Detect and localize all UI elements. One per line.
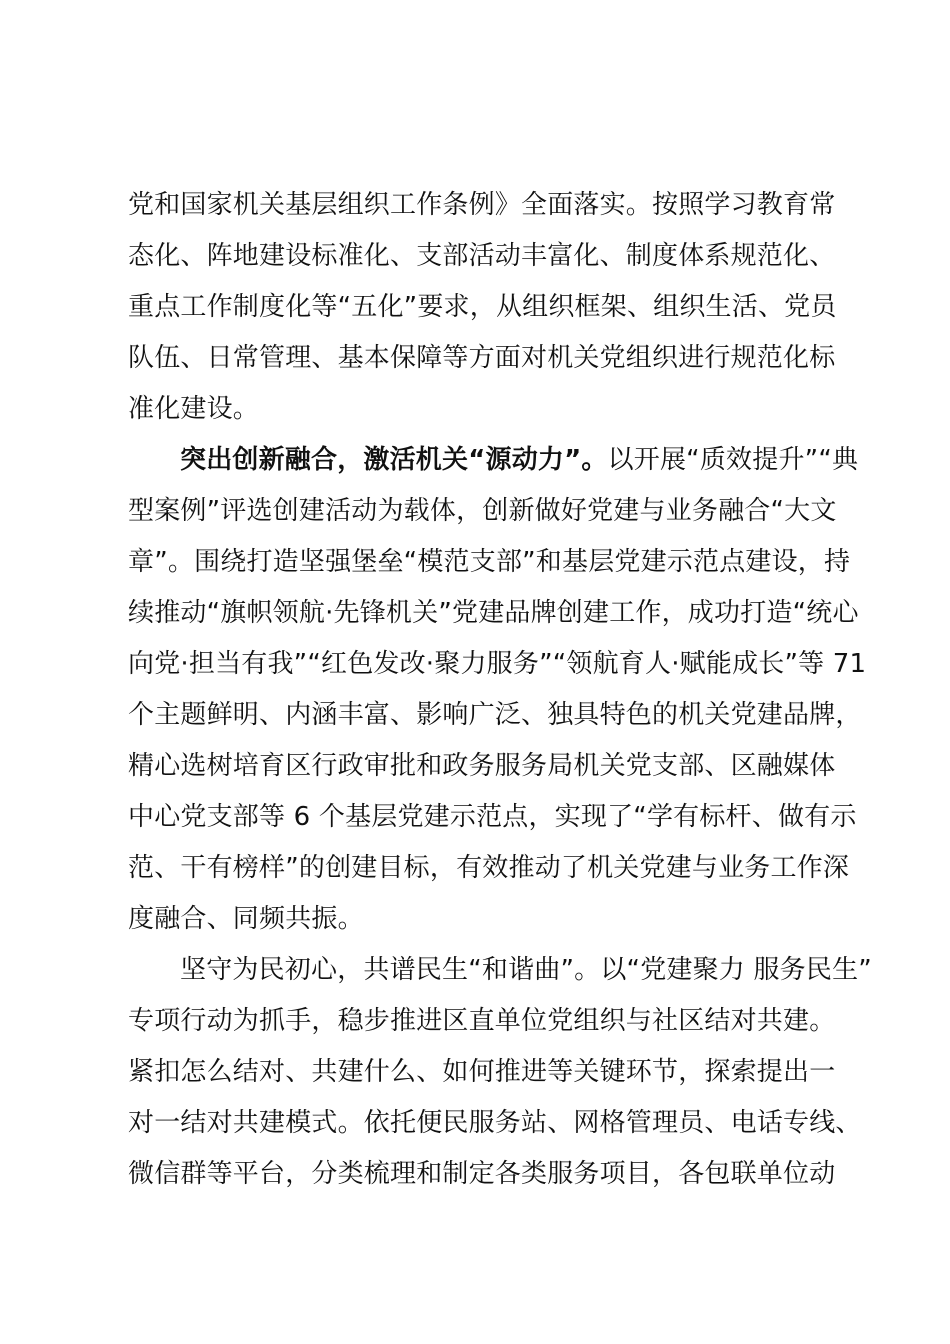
text-line: 范、干有榜样”的创建目标，有效推动了机关党建与业务工作深: [128, 853, 850, 883]
text-line: 队伍、日常管理、基本保障等方面对机关党组织进行规范化标: [128, 343, 836, 373]
text-line: 精心选树培育区行政审批和政务服务局机关党支部、区融媒体: [128, 751, 836, 781]
paragraph-text: 以开展“质效提升”“典: [607, 445, 859, 475]
text-line: 态化、阵地建设标准化、支部活动丰富化、制度体系规范化、: [128, 241, 836, 271]
paragraph-heading: 突出创新融合，激活机关“源动力”。: [180, 445, 608, 475]
text-line: 对一结对共建模式。依托便民服务站、网格管理员、电话专线、: [128, 1108, 862, 1138]
text-line: 章”。围绕打造坚强堡垒“模范支部”和基层党建示范点建设，持: [128, 547, 851, 577]
text-line: 中心党支部等 6 个基层党建示范点，实现了“学有标杆、做有示: [128, 802, 857, 832]
text-line: 党和国家机关基层组织工作条例》全面落实。按照学习教育常: [128, 190, 836, 220]
text-line: 微信群等平台，分类梳理和制定各类服务项目，各包联单位动: [128, 1159, 836, 1189]
text-line: 向党·担当有我”“红色发改·聚力服务”“领航育人·赋能成长”等 71: [128, 649, 867, 679]
text-line: 续推动“旗帜领航·先锋机关”党建品牌创建工作，成功打造“统心: [128, 598, 859, 628]
text-line: 度融合、同频共振。: [128, 904, 364, 934]
text-line: 个主题鲜明、内涵丰富、影响广泛、独具特色的机关党建品牌，: [128, 700, 862, 730]
text-line: 准化建设。: [128, 394, 260, 424]
text-line: 专项行动为抓手，稳步推进区直单位党组织与社区结对共建。: [128, 1006, 836, 1036]
text-line: 重点工作制度化等“五化”要求，从组织框架、组织生活、党员: [128, 292, 837, 322]
paragraph-first-line: 坚守为民初心，共谱民生“和谐曲”。以“党建聚力 服务民生”: [180, 955, 872, 985]
paragraph-first-line: [180, 435, 858, 486]
text-line: 紧扣怎么结对、共建什么、如何推进等关键环节，探索提出一: [128, 1057, 836, 1087]
text-line: 型案例”评选创建活动为载体，创新做好党建与业务融合“大文: [128, 496, 837, 526]
